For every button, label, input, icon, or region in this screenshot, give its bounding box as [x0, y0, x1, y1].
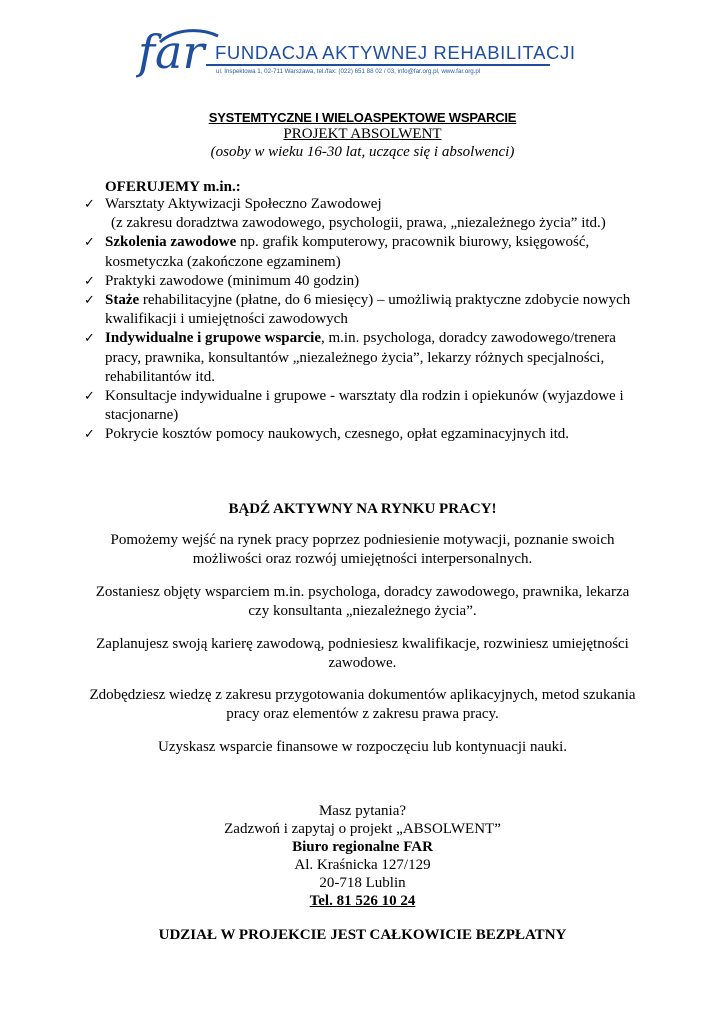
- checkmark-icon: ✓: [84, 293, 95, 309]
- footer-note: UDZIAŁ W PROJEKCIE JEST CAŁKOWICIE BEZPŁATNY: [158, 927, 567, 943]
- paragraph-line: możliwości oraz rozwój umiejętności interpersonalnych.: [192, 551, 533, 567]
- paragraph-line: Uzyskasz wsparcie finansowe w rozpoczęciu lub kontynuacji nauki.: [157, 739, 568, 755]
- contact-office: Biuro regionalne FAR: [292, 839, 433, 855]
- organization-name: FUNDACJA AKTYWNEJ REHABILITACJI: [215, 42, 576, 63]
- contact-phone: Tel. 81 526 10 24: [309, 893, 416, 909]
- organization-address: ul. Inspektowa 1, 02-711 Warszawa, tel./fax: (022) 651 88 02 / 03, info@far.org.pl, www.far.org.pl: [216, 68, 481, 75]
- paragraph-line: Pomożemy wejść na rynek pracy poprzez podniesienie motywacji, poznanie swoich: [110, 532, 615, 548]
- header-rule: [206, 64, 550, 66]
- checkmark-icon: ✓: [84, 235, 95, 251]
- list-item-continuation: (z zakresu doradztwa zawodowego, psychologii, prawa, „niezależnego życia” itd.): [111, 215, 606, 232]
- checkmark-icon: ✓: [84, 427, 95, 443]
- list-item: ✓ Staże rehabilitacyjne (płatne, do 6 miesięcy) – umożliwią praktyczne zdobycie nowych: [84, 291, 644, 310]
- list-item-continuation: rehabilitantów itd.: [105, 368, 215, 385]
- document-title: SYSTEMTYCZNE I WIELOASPEKTOWE WSPARCIE: [208, 110, 517, 125]
- list-item: ✓ Konsultacje indywidualne i grupowe - warsztaty dla rodzin i opiekunów (wyjazdowe i: [84, 387, 644, 406]
- checkmark-icon: ✓: [84, 331, 95, 347]
- section-heading: BĄDŹ AKTYWNY NA RYNKU PRACY!: [228, 501, 497, 517]
- list-item-continuation: kwalifikacji i umiejętności zawodowych: [105, 311, 348, 328]
- contact-call: Zadzwoń i zapytaj o projekt „ABSOLWENT”: [224, 821, 501, 837]
- contact-city: 20-718 Lublin: [319, 875, 406, 891]
- checkmark-icon: ✓: [84, 389, 95, 405]
- far-logo: [136, 22, 226, 80]
- target-group: (osoby w wieku 16-30 lat, uczące się i absolwenci): [210, 144, 515, 160]
- list-item: ✓ Szkolenia zawodowe np. grafik komputerowy, pracownik biurowy, księgowość,: [84, 233, 644, 252]
- far-logo-text: far: [138, 25, 205, 79]
- paragraph-line: Zdobędziesz wiedzę z zakresu przygotowania dokumentów aplikacyjnych, metod szukania: [89, 687, 636, 703]
- paragraph-line: czy konsultanta „niezależnego życia”.: [248, 603, 477, 619]
- list-item: ✓ Pokrycie kosztów pomocy naukowych, czesnego, opłat egzaminacyjnych itd.: [84, 425, 644, 444]
- offer-heading: OFERUJEMY m.in.:: [105, 179, 241, 195]
- list-item-continuation: kosmetyczka (zakończone egzaminem): [105, 253, 341, 270]
- paragraph-line: Zostaniesz objęty wsparciem m.in. psychologa, doradcy zawodowego, prawnika, lekarza: [95, 584, 630, 600]
- list-item-continuation: pracy, prawnika, konsultantów „niezależnego życia”, lekarzy różnych specjalności,: [105, 349, 605, 366]
- list-item: ✓ Indywidualne i grupowe wsparcie, m.in. psychologa, doradcy zawodowego/trenera: [84, 329, 644, 348]
- contact-street: Al. Kraśnicka 127/129: [294, 857, 431, 873]
- list-item: ✓ Warsztaty Aktywizacji Społeczno Zawodowej: [84, 195, 644, 214]
- paragraph-line: Zaplanujesz swoją karierę zawodową, podniesiesz kwalifikacje, rozwiniesz umiejętności: [96, 636, 629, 652]
- paragraph-line: pracy oraz elementów z zakresu prawa pracy.: [226, 706, 499, 722]
- checkmark-icon: ✓: [84, 197, 95, 212]
- contact-question: Masz pytania?: [318, 803, 407, 819]
- paragraph-line: zawodowe.: [328, 655, 397, 671]
- list-item: ✓ Praktyki zawodowe (minimum 40 godzin): [84, 272, 644, 291]
- list-item-continuation: stacjonarne): [105, 407, 179, 424]
- checkmark-icon: ✓: [84, 273, 95, 289]
- project-name: PROJEKT ABSOLWENT: [283, 126, 442, 142]
- offer-list: [84, 195, 644, 445]
